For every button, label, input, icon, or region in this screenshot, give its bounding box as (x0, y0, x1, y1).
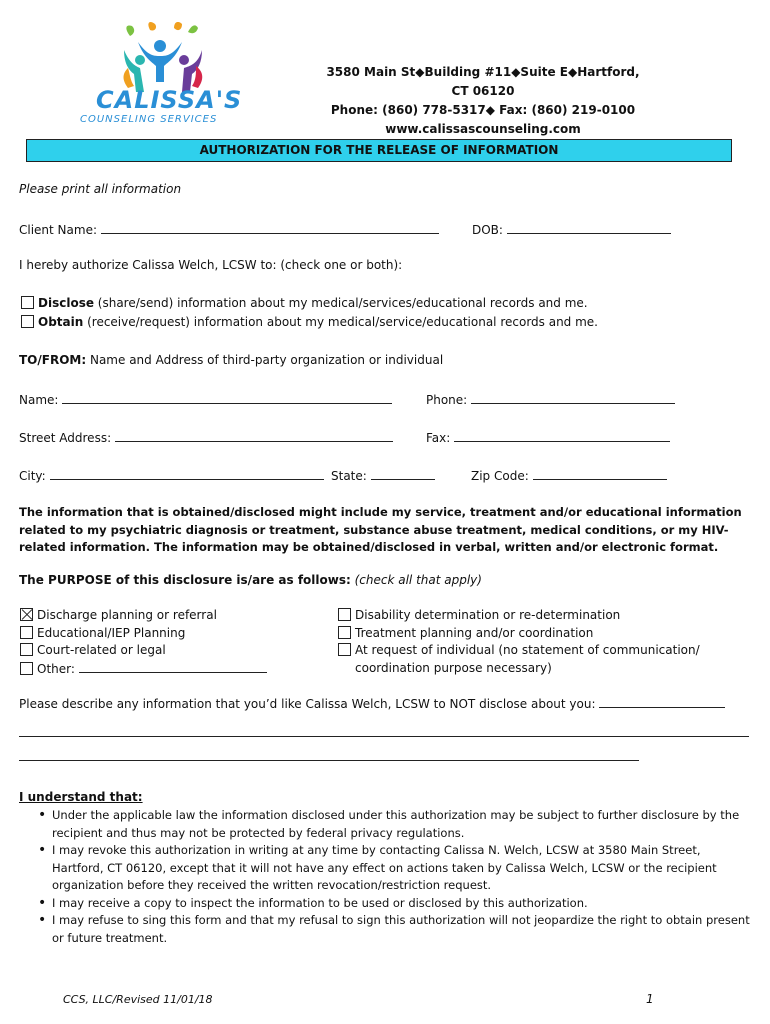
form-title: AUTHORIZATION FOR THE RELEASE OF INFORMATION (199, 143, 559, 157)
authorize-statement: I hereby authorize Calissa Welch, LCSW to: (check one or both): (19, 258, 403, 272)
other-label: Other: (37, 661, 75, 676)
practice-address-block (318, 63, 648, 139)
zip-row (471, 467, 667, 483)
request-label-continuation: coordination purpose necessary) (355, 660, 552, 675)
print-instructions: Please print all information (19, 182, 182, 196)
phone-fax-line: Phone: (860) 778-5317◆ Fax: (860) 219-0100 (330, 103, 636, 117)
court-checkbox[interactable] (20, 643, 33, 656)
disability-label: Disability determination or re-determination (355, 608, 621, 622)
party-phone-label: Phone: (426, 393, 468, 407)
disability-checkbox[interactable] (338, 608, 351, 621)
dob-label: DOB: (472, 223, 503, 237)
obtain-option (21, 315, 598, 329)
purpose-left-column (20, 607, 267, 678)
website-line: www.calissascounseling.com (385, 122, 581, 136)
educational-checkbox[interactable] (20, 626, 33, 639)
other-field[interactable] (79, 660, 267, 673)
city-field[interactable] (50, 467, 324, 480)
page-number: 1 (646, 992, 654, 1006)
purpose-label: The PURPOSE of this disclosure is/are as follows: (19, 573, 351, 587)
disclose-checkbox[interactable] (21, 296, 34, 309)
not-disclose-line-1[interactable] (19, 736, 749, 737)
not-disclose-row (19, 695, 725, 711)
not-disclose-label: Please describe any information that you’d like Calissa Welch, LCSW to NOT disclose about you: (19, 697, 596, 711)
dob-field[interactable] (507, 221, 671, 234)
purpose-option-disability (338, 607, 700, 625)
client-name-label: Client Name: (19, 223, 97, 237)
party-fax-label: Fax: (426, 431, 451, 445)
logo-tagline: COUNSELING SERVICES (80, 114, 218, 125)
dob-row (472, 221, 671, 237)
street-address-row (19, 429, 393, 445)
party-phone-row (426, 391, 675, 407)
disclose-label-text: (share/send) information about my medical/services/educational records and me. (93, 296, 588, 310)
client-name-field[interactable] (101, 221, 439, 234)
party-name-label: Name: (19, 393, 59, 407)
purpose-option-discharge (20, 607, 267, 625)
discharge-label: Discharge planning or referral (37, 608, 217, 622)
to-from-heading (19, 353, 443, 367)
understand-heading: I understand that: (19, 790, 143, 804)
city-label: City: (19, 469, 46, 483)
purpose-option-request (338, 642, 700, 660)
zip-field[interactable] (533, 467, 667, 480)
purpose-option-court (20, 642, 267, 660)
educational-label: Educational/IEP Planning (37, 625, 186, 640)
purpose-option-educational (20, 625, 267, 643)
discharge-checkbox[interactable] (20, 608, 33, 621)
form-title-bar (26, 139, 732, 162)
company-logo (78, 22, 273, 130)
state-label: State: (331, 469, 367, 483)
understand-bullet-2: • I may revoke this authorization in writing at any time by contacting Calissa N. Welch, LCSW at 3580 Main Street, Hartford, CT 06120, except that it will not have any effect on actions taken by Calissa Welch, LCSW or the recipient organization before they received the written revocation/restriction request. (52, 842, 752, 895)
party-fax-row (426, 429, 670, 445)
request-label: At request of individual (no statement of communication/ (355, 643, 700, 657)
court-label: Court-related or legal (37, 643, 166, 657)
understand-bullet-4: • I may refuse to sing this form and that my refusal to sign this authorization will not jeopardize the right to obtain present or future treatment. (52, 912, 752, 947)
party-fax-field[interactable] (454, 429, 670, 442)
treatment-checkbox[interactable] (338, 626, 351, 639)
street-address-field[interactable] (115, 429, 393, 442)
not-disclose-line-2[interactable] (19, 760, 639, 761)
client-name-row (19, 221, 439, 237)
party-name-field[interactable] (62, 391, 392, 404)
purpose-right-column (338, 607, 700, 677)
to-from-text: Name and Address of third-party organization or individual (86, 353, 444, 367)
state-field[interactable] (371, 467, 435, 480)
information-disclosure-paragraph: The information that is obtained/disclosed might include my service, treatment and/or educational information related to my psychiatric diagnosis or treatment, substance abuse treatment, medical conditions, or my HIV-related information. The information may be obtained/disclosed in verbal, written and/or electronic format. (19, 505, 742, 554)
obtain-checkbox[interactable] (21, 315, 34, 328)
address-line: 3580 Main St◆Building #11◆Suite E◆Hartford, CT 06120 (326, 65, 640, 98)
understand-bullet-1: • Under the applicable law the information disclosed under this authorization may be subject to further disclosure by the recipient and thus may not be protected by federal privacy regulations. (52, 807, 752, 842)
party-name-row (19, 391, 392, 407)
purpose-hint: (check all that apply) (354, 573, 482, 587)
understand-list (34, 807, 752, 947)
purpose-option-treatment (338, 625, 700, 643)
obtain-label-text: (receive/request) information about my medical/service/educational records and me. (83, 315, 598, 329)
disclose-option (21, 296, 588, 310)
disclose-label-bold: Disclose (38, 296, 94, 310)
other-checkbox[interactable] (20, 662, 33, 675)
treatment-label: Treatment planning and/or coordination (355, 625, 594, 640)
request-checkbox[interactable] (338, 643, 351, 656)
understand-bullet-3: • I may receive a copy to inspect the information to be used or disclosed by this authorization. (52, 895, 752, 913)
state-row (331, 467, 435, 483)
zip-label: Zip Code: (471, 469, 529, 483)
footer-revision: CCS, LLC/Revised 11/01/18 (63, 993, 213, 1006)
party-phone-field[interactable] (471, 391, 675, 404)
purpose-heading (19, 573, 482, 587)
logo-name: CALISSA'S (96, 86, 243, 114)
not-disclose-field-inline[interactable] (599, 695, 725, 708)
city-row (19, 467, 324, 483)
purpose-option-other (20, 660, 267, 679)
obtain-label-bold: Obtain (38, 315, 84, 329)
street-address-label: Street Address: (19, 431, 112, 445)
to-from-label: TO/FROM: (19, 353, 87, 367)
